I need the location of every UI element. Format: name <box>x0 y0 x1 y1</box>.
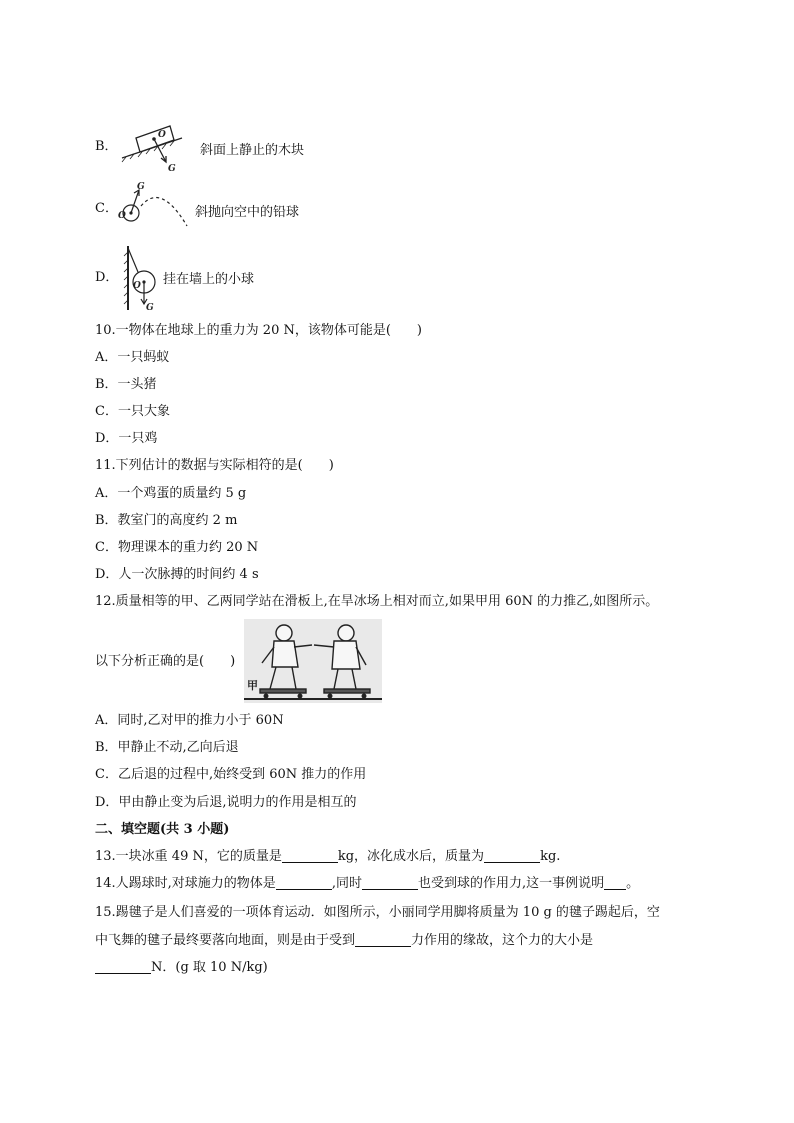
label-o: O <box>118 211 126 221</box>
q15-part-d: N．(g 取 10 N/kg) <box>151 960 268 975</box>
q12-ask: 以下分析正确的是( ) <box>95 654 236 669</box>
q15-line-3 <box>95 958 268 978</box>
q11-stem: 11.下列估计的数据与实际相符的是( ) <box>95 458 334 473</box>
answer-blank <box>276 875 332 890</box>
q12-option-d: D．甲由静止变为后退,说明力的作用是相互的 <box>95 795 357 810</box>
q10-option-c: C．一只大象 <box>95 404 170 419</box>
q10-option-b: B．一头猪 <box>95 377 157 392</box>
q12-option-c: C．乙后退的过程中,始终受到 60N 推力的作用 <box>95 767 367 782</box>
q15-part-b: 中飞舞的毽子最终要落向地面，则是由于受到 <box>95 933 356 948</box>
q12-stem: 12.质量相等的甲、乙两同学站在滑板上,在旱冰场上相对而立,如果甲用 60N 的力推乙,如图所示。 <box>95 594 659 609</box>
q10-option-d: D．一只鸡 <box>95 431 158 446</box>
q15-line-2 <box>95 931 593 951</box>
q11-option-b: B．教室门的高度约 2 m <box>95 513 238 528</box>
section-title: 二、填空题(共 3 小题) <box>95 822 230 837</box>
q14 <box>95 874 639 894</box>
shot-put-figure <box>117 180 193 232</box>
q11-option-a: A．一个鸡蛋的质量约 5 g <box>95 486 247 501</box>
answer-blank <box>95 959 151 974</box>
q14-part-d: 。 <box>626 876 640 891</box>
incline-block-figure <box>120 122 186 172</box>
q14-part-a: 14.人踢球时,对球施力的物体是 <box>95 876 276 891</box>
q9-option-d <box>95 268 118 288</box>
q9-d-caption: 挂在墙上的小球 <box>163 272 255 287</box>
q9-c-caption: 斜抛向空中的铅球 <box>195 205 300 220</box>
skaters-figure <box>244 619 382 703</box>
q9-b-caption: 斜面上静止的木块 <box>200 143 305 158</box>
q9-option-b <box>95 137 118 157</box>
label-o: O <box>133 281 141 291</box>
q10-option-a: A．一只蚂蚁 <box>95 350 170 365</box>
wall-ball-figure <box>122 244 164 312</box>
label-g: G <box>137 182 145 192</box>
option-label: B． <box>95 139 118 154</box>
q10-stem: 10.一物体在地球上的重力为 20 N，该物体可能是( ) <box>95 323 422 338</box>
q13-part-b: kg，冰化成水后，质量为 <box>337 849 485 864</box>
label-jia: 甲 <box>247 679 258 692</box>
q15-part-c: 力作用的缘故，这个力的大小是 <box>411 933 594 948</box>
q14-part-b: ,同时 <box>331 876 362 891</box>
q12-option-a: A．同时,乙对甲的推力小于 60N <box>95 713 284 728</box>
answer-blank <box>355 932 411 947</box>
q13 <box>95 847 560 867</box>
label-g: G <box>146 303 154 312</box>
label-g: G <box>168 164 176 172</box>
label-o: O <box>158 130 166 140</box>
q11-option-d: D．人一次脉搏的时间约 4 s <box>95 567 259 582</box>
answer-blank <box>282 848 338 863</box>
answer-blank <box>484 848 540 863</box>
q11-option-c: C．物理课本的重力约 20 N <box>95 540 259 555</box>
option-label: C． <box>95 201 118 216</box>
option-label: D． <box>95 270 119 285</box>
answer-blank <box>362 875 418 890</box>
q9-option-c <box>95 199 118 219</box>
q14-part-c: 也受到球的作用力,这一事例说明 <box>417 876 605 891</box>
q13-part-c: kg. <box>540 849 561 864</box>
q13-part-a: 13.一块冰重 49 N，它的质量是 <box>95 849 282 864</box>
q12-option-b: B．甲静止不动,乙向后退 <box>95 740 239 755</box>
q15-line-1: 15.踢毽子是人们喜爱的一项体育运动．如图所示，小丽同学用脚将质量为 10 g 的毽子踢起后，空 <box>95 905 660 920</box>
answer-blank <box>604 875 626 890</box>
